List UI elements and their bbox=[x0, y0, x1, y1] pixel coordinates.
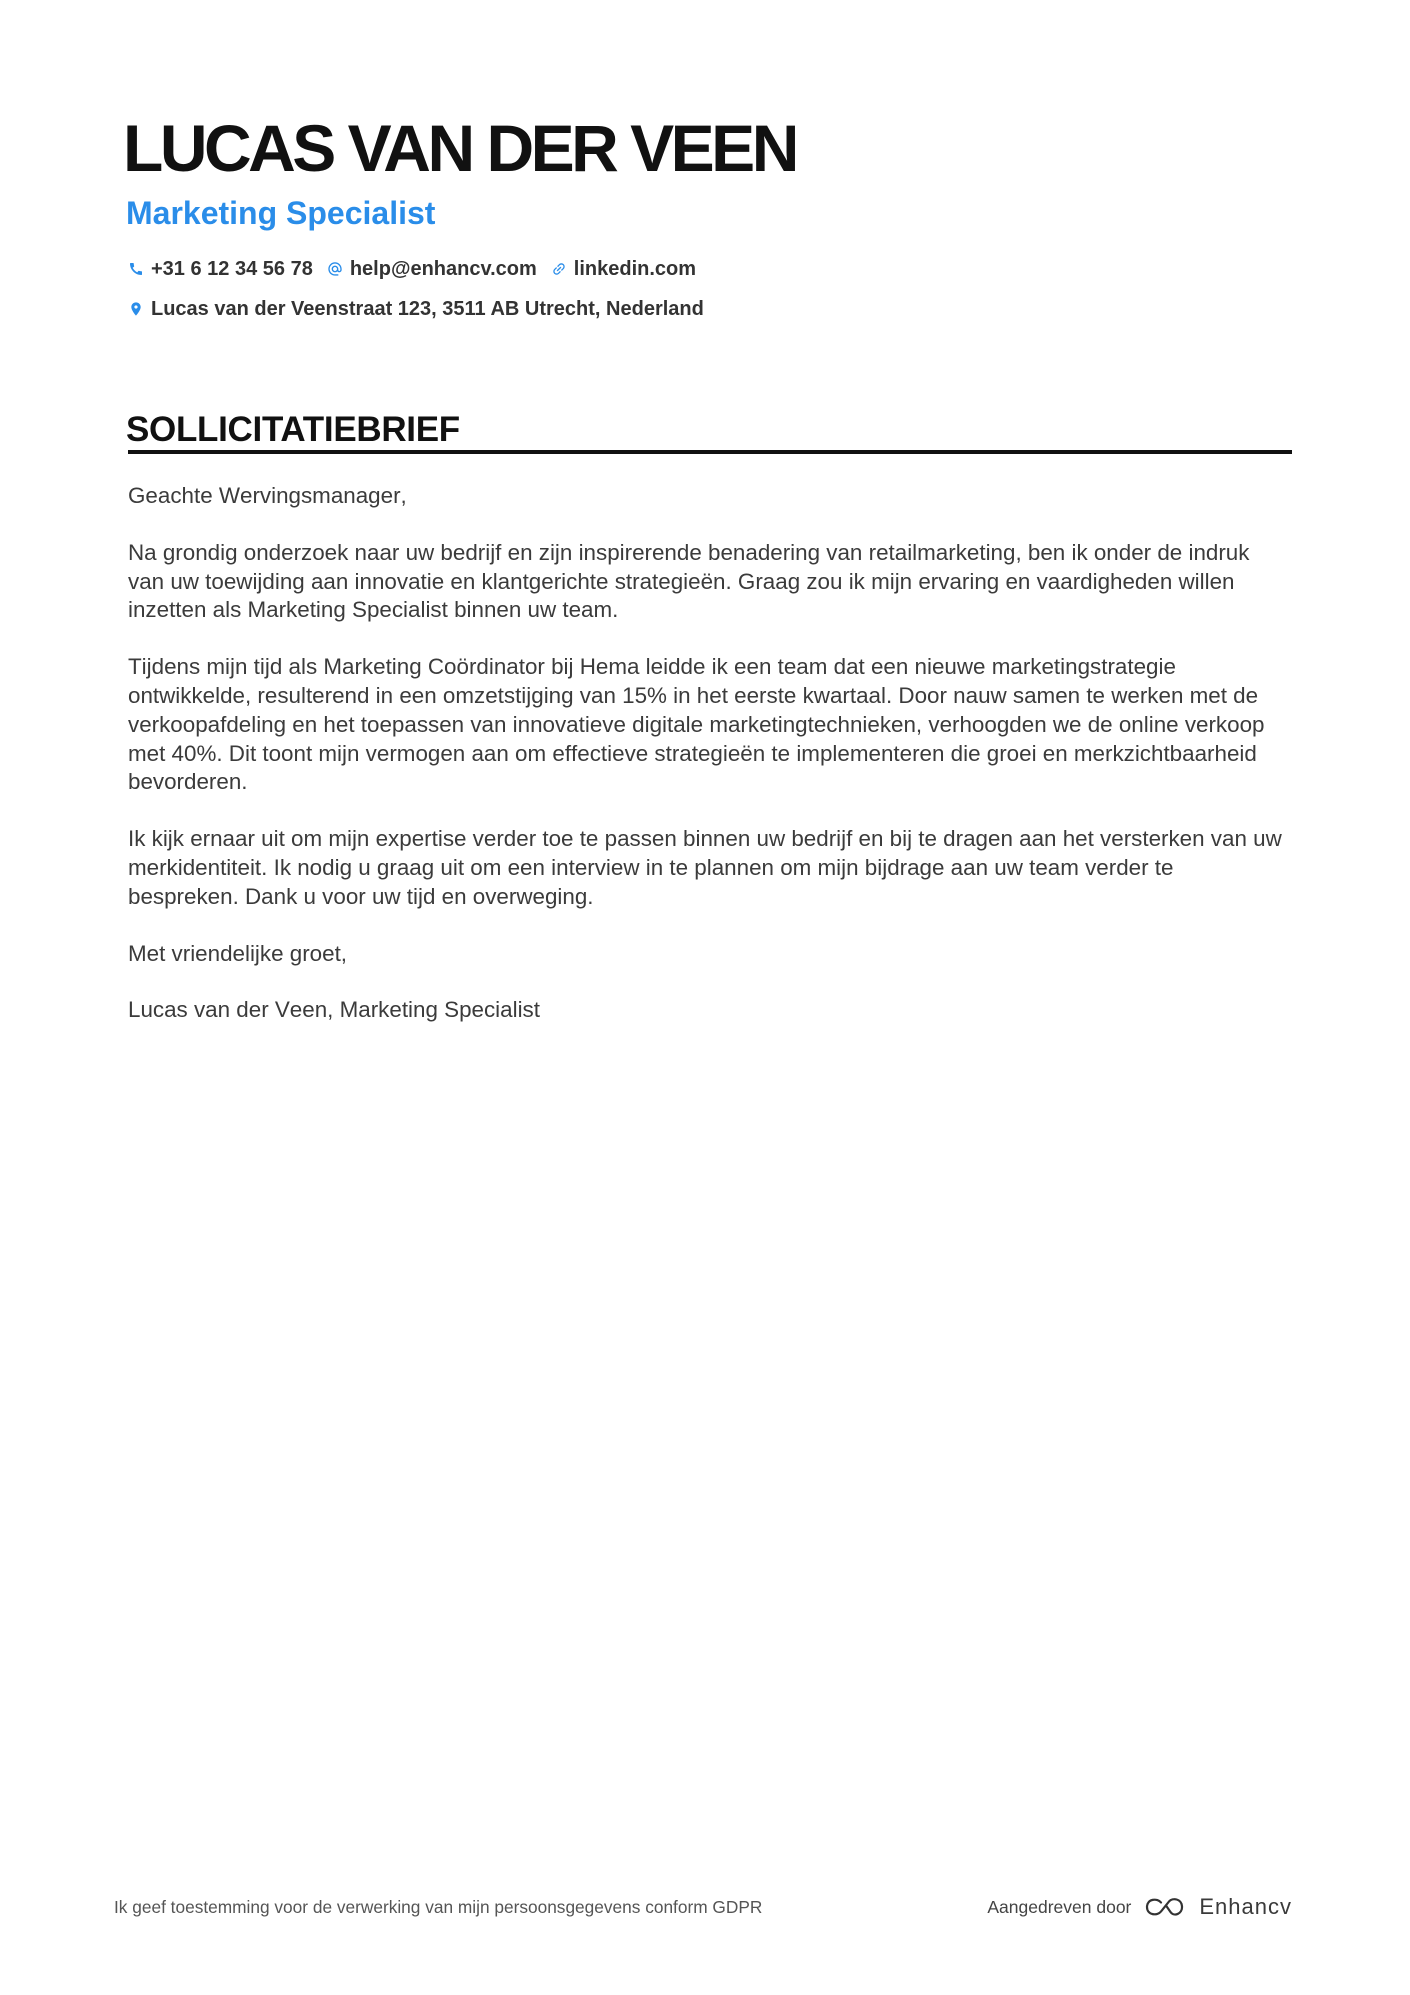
enhancv-wordmark[interactable]: Enhancv bbox=[1199, 1894, 1292, 1919]
page-footer bbox=[114, 1892, 1292, 1922]
enhancv-logo-icon[interactable] bbox=[1143, 1894, 1189, 1920]
letter-paragraph: Ik kijk ernaar uit om mijn expertise verder toe te passen binnen uw bedrijf en bij te dragen aan het versterken van uw merkidentiteit. Ik nodig u graag uit om een interview in te plannen om mijn bijdrage aan uw team verder te bespreken. Dank u voor uw tijd en overweging. bbox=[128, 826, 1282, 909]
closing: Met vriendelijke groet, bbox=[128, 940, 348, 966]
at-sign-icon bbox=[327, 261, 343, 277]
signature: Lucas van der Veen, Marketing Specialist bbox=[128, 997, 540, 1023]
powered-by-label: Aangedreven door bbox=[987, 1896, 1132, 1917]
job-title: Marketing Specialist bbox=[126, 195, 436, 231]
letter-body bbox=[128, 482, 1286, 1053]
email-link[interactable]: help@enhancv.com bbox=[349, 258, 537, 280]
powered-by[interactable] bbox=[987, 1894, 1292, 1920]
contact-address bbox=[128, 295, 704, 323]
contact-website[interactable] bbox=[551, 255, 696, 283]
link-icon bbox=[551, 261, 567, 277]
letter-paragraph: Tijdens mijn tijd als Marketing Coördinator bij Hema leidde ik een team dat een nieuwe marketingstrategie ontwikkelde, resulterend in een omzetstijging van 15% in het eerste kwartaal. Door nauw samen te werken met de verkoopafdeling en het toepassen van innovatieve digitale marketingtechnieken, verhoogden we de online verkoop met 40%. Dit toont mijn vermogen aan om effectieve strategieën te implementeren die groei en merkzichtbaarheid bevorderen. bbox=[128, 654, 1265, 795]
contact-phone bbox=[128, 255, 313, 283]
section-heading: SOLLICITATIEBRIEF bbox=[126, 410, 460, 449]
gdpr-consent: Ik geef toestemming voor de verwerking van mijn persoonsgegevens conform GDPR bbox=[114, 1896, 763, 1917]
address-text: Lucas van der Veenstraat 123, 3511 AB Utrecht, Nederland bbox=[151, 298, 704, 320]
section-divider bbox=[128, 450, 1292, 454]
letter-paragraph: Na grondig onderzoek naar uw bedrijf en zijn inspirerende benadering van retailmarketing, ben ik onder de indruk van uw toewijding aan innovatie en klantgerichte strategieën. Graag zou ik mijn ervaring en vaardigheden willen inzetten als Marketing Specialist binnen uw team. bbox=[128, 539, 1250, 623]
contact-email[interactable] bbox=[327, 255, 537, 283]
map-pin-icon bbox=[128, 301, 144, 317]
salutation: Geachte Wervingsmanager, bbox=[128, 483, 407, 508]
website-link[interactable]: linkedin.com bbox=[573, 258, 697, 280]
contact-row bbox=[128, 255, 710, 283]
phone-icon bbox=[128, 261, 144, 277]
address-row bbox=[128, 295, 718, 323]
applicant-name: LUCAS VAN DER VEEN bbox=[123, 111, 796, 185]
phone-number: +31 6 12 34 56 78 bbox=[151, 258, 313, 280]
